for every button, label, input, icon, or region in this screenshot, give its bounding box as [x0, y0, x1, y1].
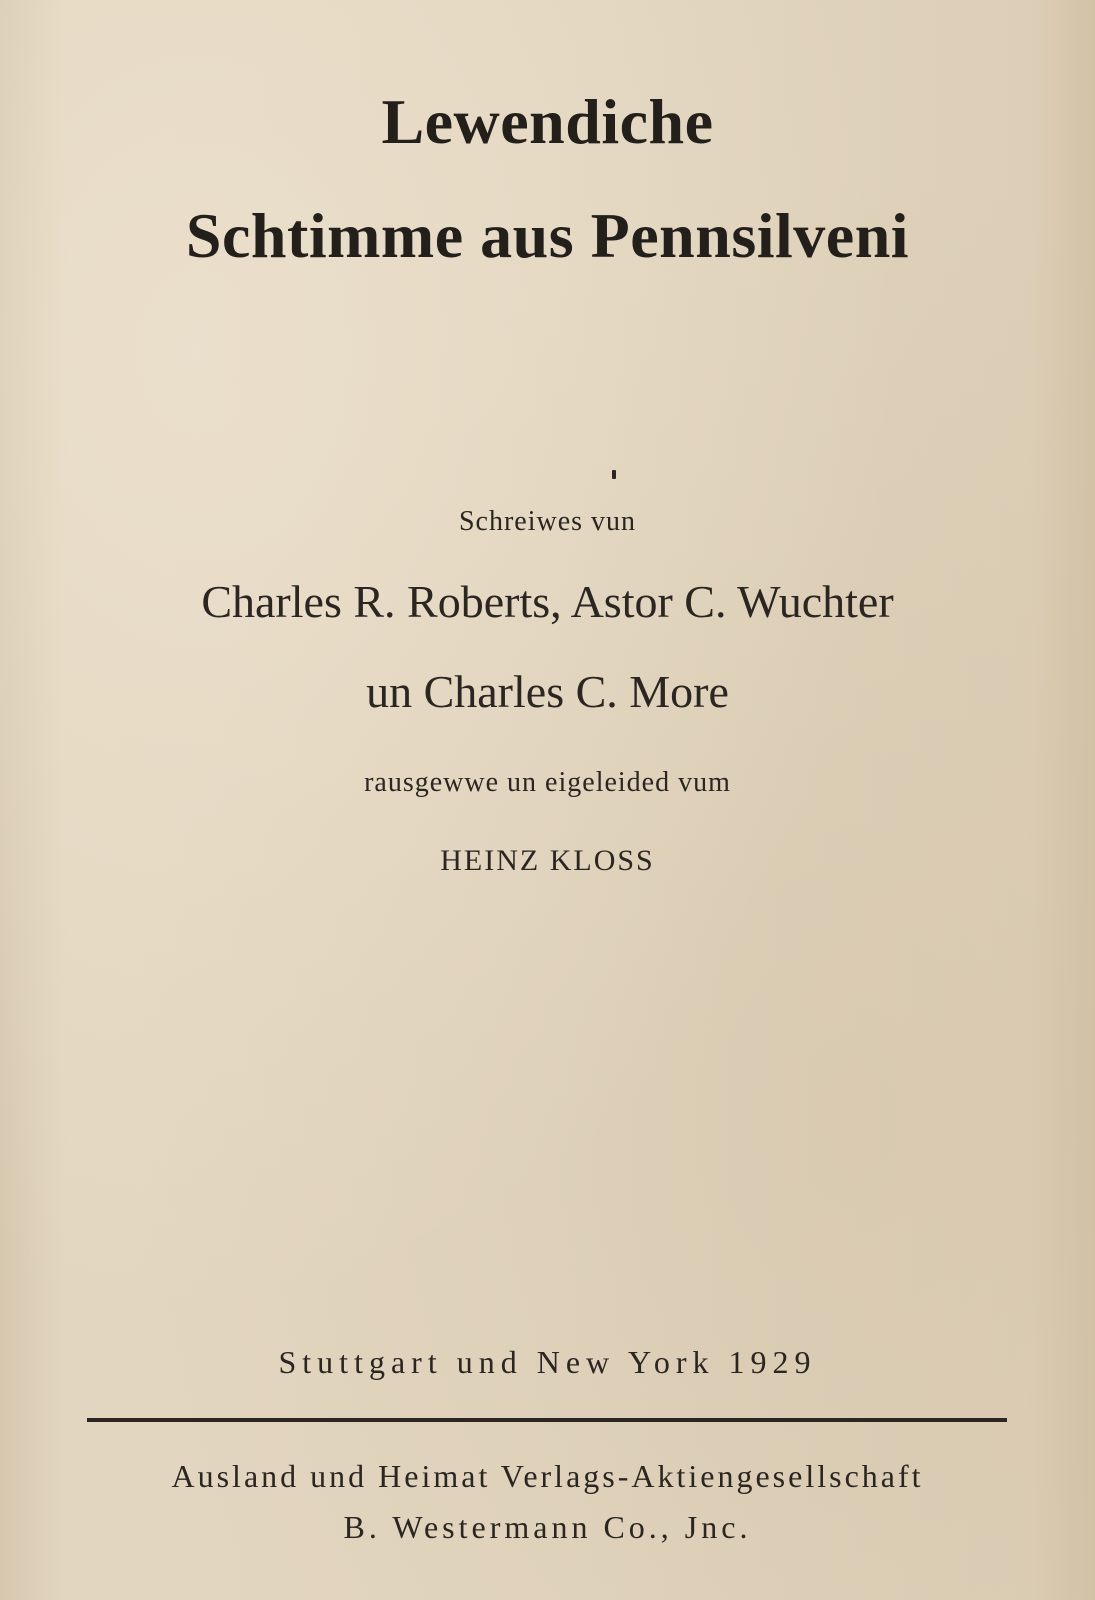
place-and-year: Stuttgart und New York 1929 [278, 1344, 817, 1380]
ornament-mark [612, 470, 616, 479]
publisher-line-2: B. Westermann Co., Jnc. [343, 1509, 752, 1545]
book-title-line-2: Schtimme aus Pennsilveni [185, 200, 910, 271]
editor-label: rausgewwe un eigeleided vum [364, 767, 731, 798]
book-title-line-1: Lewendiche [381, 86, 714, 157]
authors-line-1: Charles R. Roberts, Astor C. Wuchter [201, 576, 894, 627]
publisher-line-1: Ausland und Heimat Verlags-Aktiengesellschaft [171, 1458, 924, 1494]
byline-label: Schreiwes vun [458, 506, 637, 537]
authors-line-2: un Charles C. More [366, 666, 729, 717]
editor-name: HEINZ KLOSS [440, 844, 655, 877]
divider-rule [87, 1418, 1007, 1422]
